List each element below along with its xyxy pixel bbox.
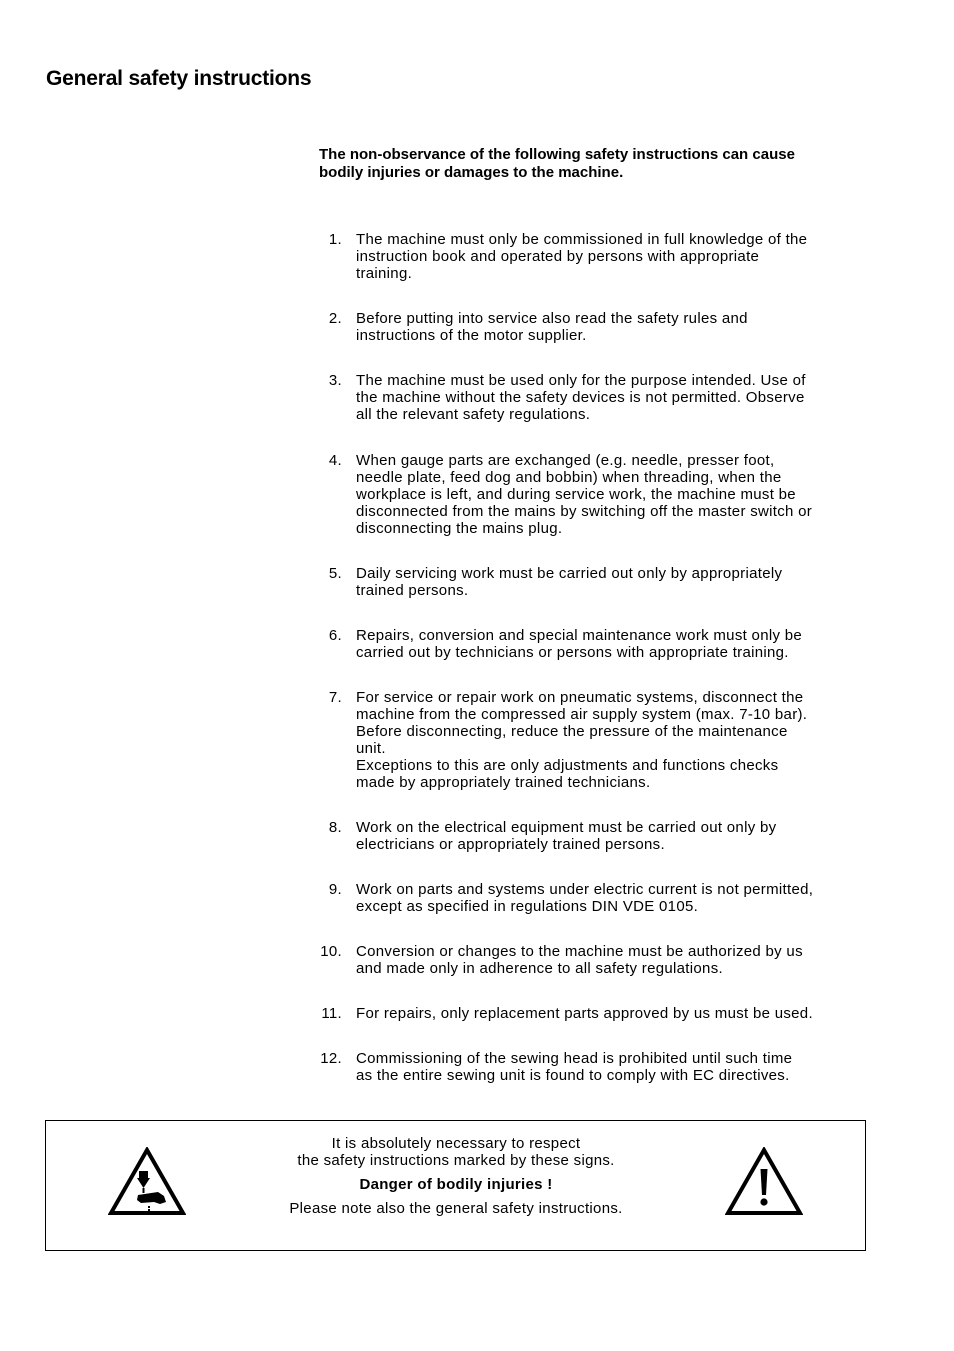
item-line: needle plate, feed dog and bobbin) when threading, when the — [356, 469, 782, 486]
item-line: carried out by technicians or persons with appropriate training. — [356, 644, 789, 661]
item-line: For repairs, only replacement parts approved by us must be used. — [356, 1005, 813, 1022]
page-title: General safety instructions — [46, 67, 312, 90]
item-line: all the relevant safety regulations. — [356, 406, 591, 423]
item-text — [356, 231, 886, 282]
item-line: instructions of the motor supplier. — [356, 327, 587, 344]
intro-line: The non-observance of the following safety instructions can cause — [319, 146, 795, 163]
item-line: workplace is left, and during service work, the machine must be — [356, 486, 796, 503]
item-line: and made only in adherence to all safety regulations. — [356, 960, 723, 977]
item-number: 4. — [328, 452, 342, 469]
item-line: Work on parts and systems under electric current is not permitted, — [356, 881, 814, 898]
item-number: 8. — [328, 819, 342, 836]
item-line: training. — [356, 265, 413, 282]
item-number: 2. — [328, 310, 342, 327]
item-text — [356, 1005, 886, 1022]
item-line: made by appropriately trained technicians. — [356, 774, 651, 791]
item-line: Daily servicing work must be carried out only by appropriately — [356, 565, 783, 582]
exclamation-warning-icon — [725, 1147, 803, 1216]
item-number: 1. — [328, 231, 342, 248]
item-number: 3. — [328, 372, 342, 389]
item-text — [356, 372, 886, 423]
item-text — [356, 943, 886, 977]
item-text — [356, 819, 886, 853]
warning-text — [246, 1135, 666, 1217]
item-line: unit. — [356, 740, 386, 757]
item-line: Repairs, conversion and special maintenance work must only be — [356, 627, 803, 644]
item-line: Conversion or changes to the machine must be authorized by us — [356, 943, 803, 960]
item-line: When gauge parts are exchanged (e.g. needle, presser foot, — [356, 452, 775, 469]
item-line: Exceptions to this are only adjustments and functions checks — [356, 757, 779, 774]
danger-label: Danger of bodily injuries ! — [359, 1176, 553, 1193]
warning-line: It is absolutely necessary to respect — [331, 1135, 581, 1152]
item-text — [356, 565, 886, 599]
intro-warning — [319, 146, 879, 182]
item-line: the machine without the safety devices is not permitted. Observe — [356, 389, 805, 406]
item-text — [356, 452, 886, 537]
item-number: 12. — [320, 1050, 342, 1067]
item-line: machine from the compressed air supply system (max. 7-10 bar). — [356, 706, 808, 723]
warning-box — [45, 1120, 866, 1251]
item-text — [356, 1050, 886, 1084]
item-text — [356, 689, 886, 791]
item-text — [356, 881, 886, 915]
item-line: For service or repair work on pneumatic systems, disconnect the — [356, 689, 804, 706]
item-line: Commissioning of the sewing head is prohibited until such time — [356, 1050, 793, 1067]
general-note: Please note also the general safety instructions. — [289, 1200, 623, 1217]
item-line: Work on the electrical equipment must be carried out only by — [356, 819, 777, 836]
item-line: instruction book and operated by persons with appropriate — [356, 248, 760, 265]
item-line: Before putting into service also read the safety rules and — [356, 310, 748, 327]
item-line: The machine must only be commissioned in full knowledge of the — [356, 231, 808, 248]
item-text — [356, 627, 886, 661]
item-line: The machine must be used only for the purpose intended. Use of — [356, 372, 806, 389]
item-number: 6. — [328, 627, 342, 644]
item-line: except as specified in regulations DIN VDE 0105. — [356, 898, 699, 915]
item-line: disconnected from the mains by switching off the master switch or — [356, 503, 813, 520]
item-text — [356, 310, 886, 344]
item-line: electricians or appropriately trained persons. — [356, 836, 665, 853]
item-line: as the entire sewing unit is found to comply with EC directives. — [356, 1067, 790, 1084]
item-line: disconnecting the mains plug. — [356, 520, 563, 537]
item-number: 7. — [328, 689, 342, 706]
intro-line: bodily injuries or damages to the machine. — [319, 164, 624, 181]
warning-line: the safety instructions marked by these signs. — [297, 1152, 615, 1169]
item-number: 10. — [320, 943, 342, 960]
item-line: Before disconnecting, reduce the pressure of the maintenance — [356, 723, 788, 740]
item-number: 9. — [328, 881, 342, 898]
item-line: trained persons. — [356, 582, 469, 599]
item-number: 5. — [328, 565, 342, 582]
item-number: 11. — [321, 1005, 342, 1022]
hand-crush-warning-icon — [108, 1147, 186, 1216]
